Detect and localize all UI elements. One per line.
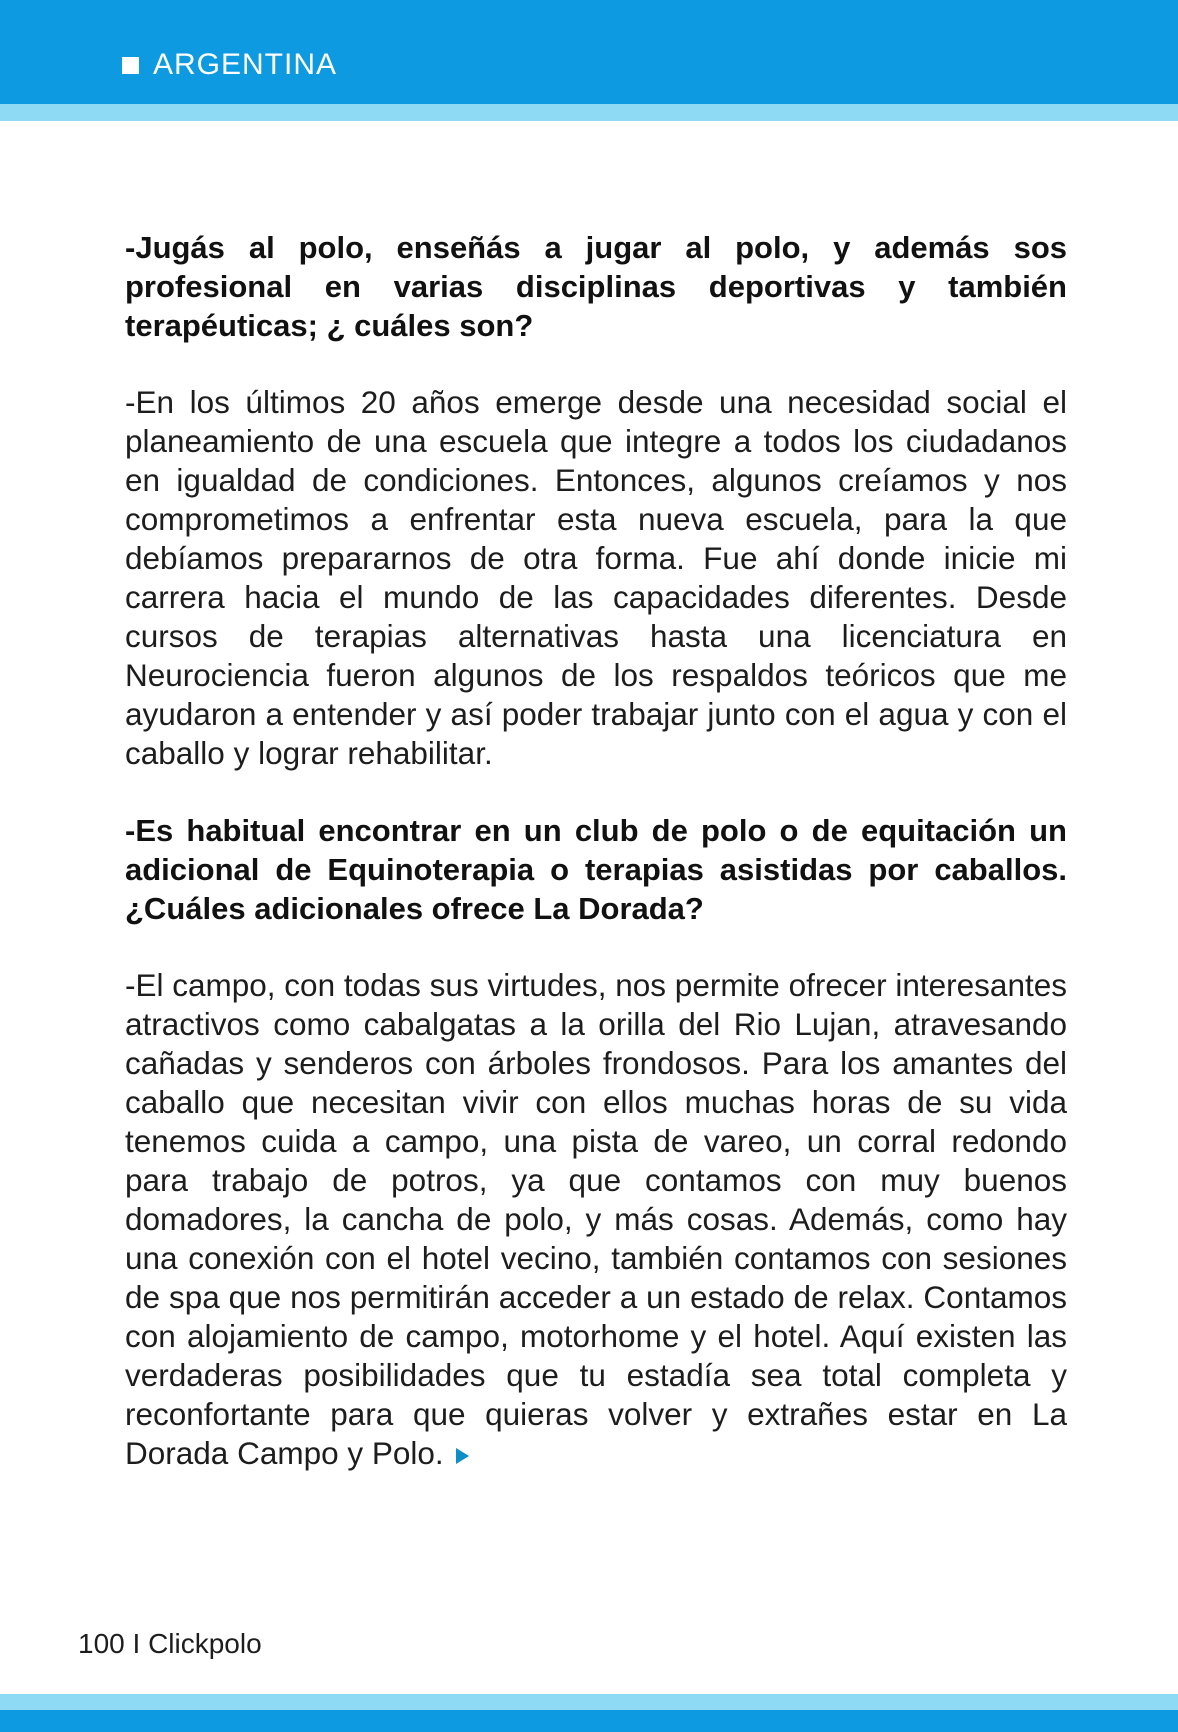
answer-2: -El campo, con todas sus virtudes, nos permite ofrecer interesantes atractivos como cabalgatas a la orilla del Rio Lujan, atravesando cañadas y senderos con árboles frondosos. Para los amantes del caballo que necesitan vivir con ellos muchas horas de su vida tenemos cuida a campo, una pista de vareo, un corral redondo para trabajo de potros, ya que contamos con muy buenos domadores, la cancha de polo, y más cosas. Además, como hay una conexión con el hotel vecino, también contamos con sesiones de spa que nos permitirán acceder a un estado de relax. Contamos con alojamiento de campo, motorhome y el hotel. Aquí existen las verdaderas posibilidades que tu estadía sea total completa y reconfortante para que quieras volver y extrañes estar en La Dorada Campo y Polo. [125,967,1067,1471]
footer-stripe [0,1694,1178,1710]
question-2: -Es habitual encontrar en un club de polo o de equitación un adicional de Equinoterapia o terapias asistidas por caballos. ¿Cuáles adicionales ofrece La Dorada? [125,813,1067,926]
section-title: ARGENTINA [153,48,338,81]
question-1: -Jugás al polo, enseñás a jugar al polo, y además sos profesional en varias disciplinas deportivas y también terapéuticas; ¿ cuáles son? [125,230,1067,343]
answer-1: -En los últimos 20 años emerge desde una necesidad social el planeamiento de una escuela que integre a todos los ciudadanos en igualdad de condiciones. Entonces, algunos creíamos y nos comprometimos a enfrentar esta nueva escuela, para la que debíamos prepararnos de otra forma. Fue ahí donde inicie mi carrera hacia el mundo de las capacidades diferentes. Desde cursos de terapias alternativas hasta una licenciatura en Neurociencia fueron algunos de los respaldos teóricos que me ayudaron a entender y así poder trabajar junto con el agua y con el caballo y lograr rehabilitar. [125,384,1067,771]
section-label [122,50,337,80]
article-body [125,228,1067,1473]
footer-bar [0,1710,1178,1732]
header-stripe [0,104,1178,121]
publication-name: Clickpolo [148,1628,262,1659]
answer-2-wrapper [125,966,1067,1473]
folio-separator: I [124,1628,149,1659]
square-icon [122,57,139,74]
page-number: 100 [78,1628,125,1659]
page-folio [78,1628,262,1660]
triangle-right-icon [456,1448,469,1464]
